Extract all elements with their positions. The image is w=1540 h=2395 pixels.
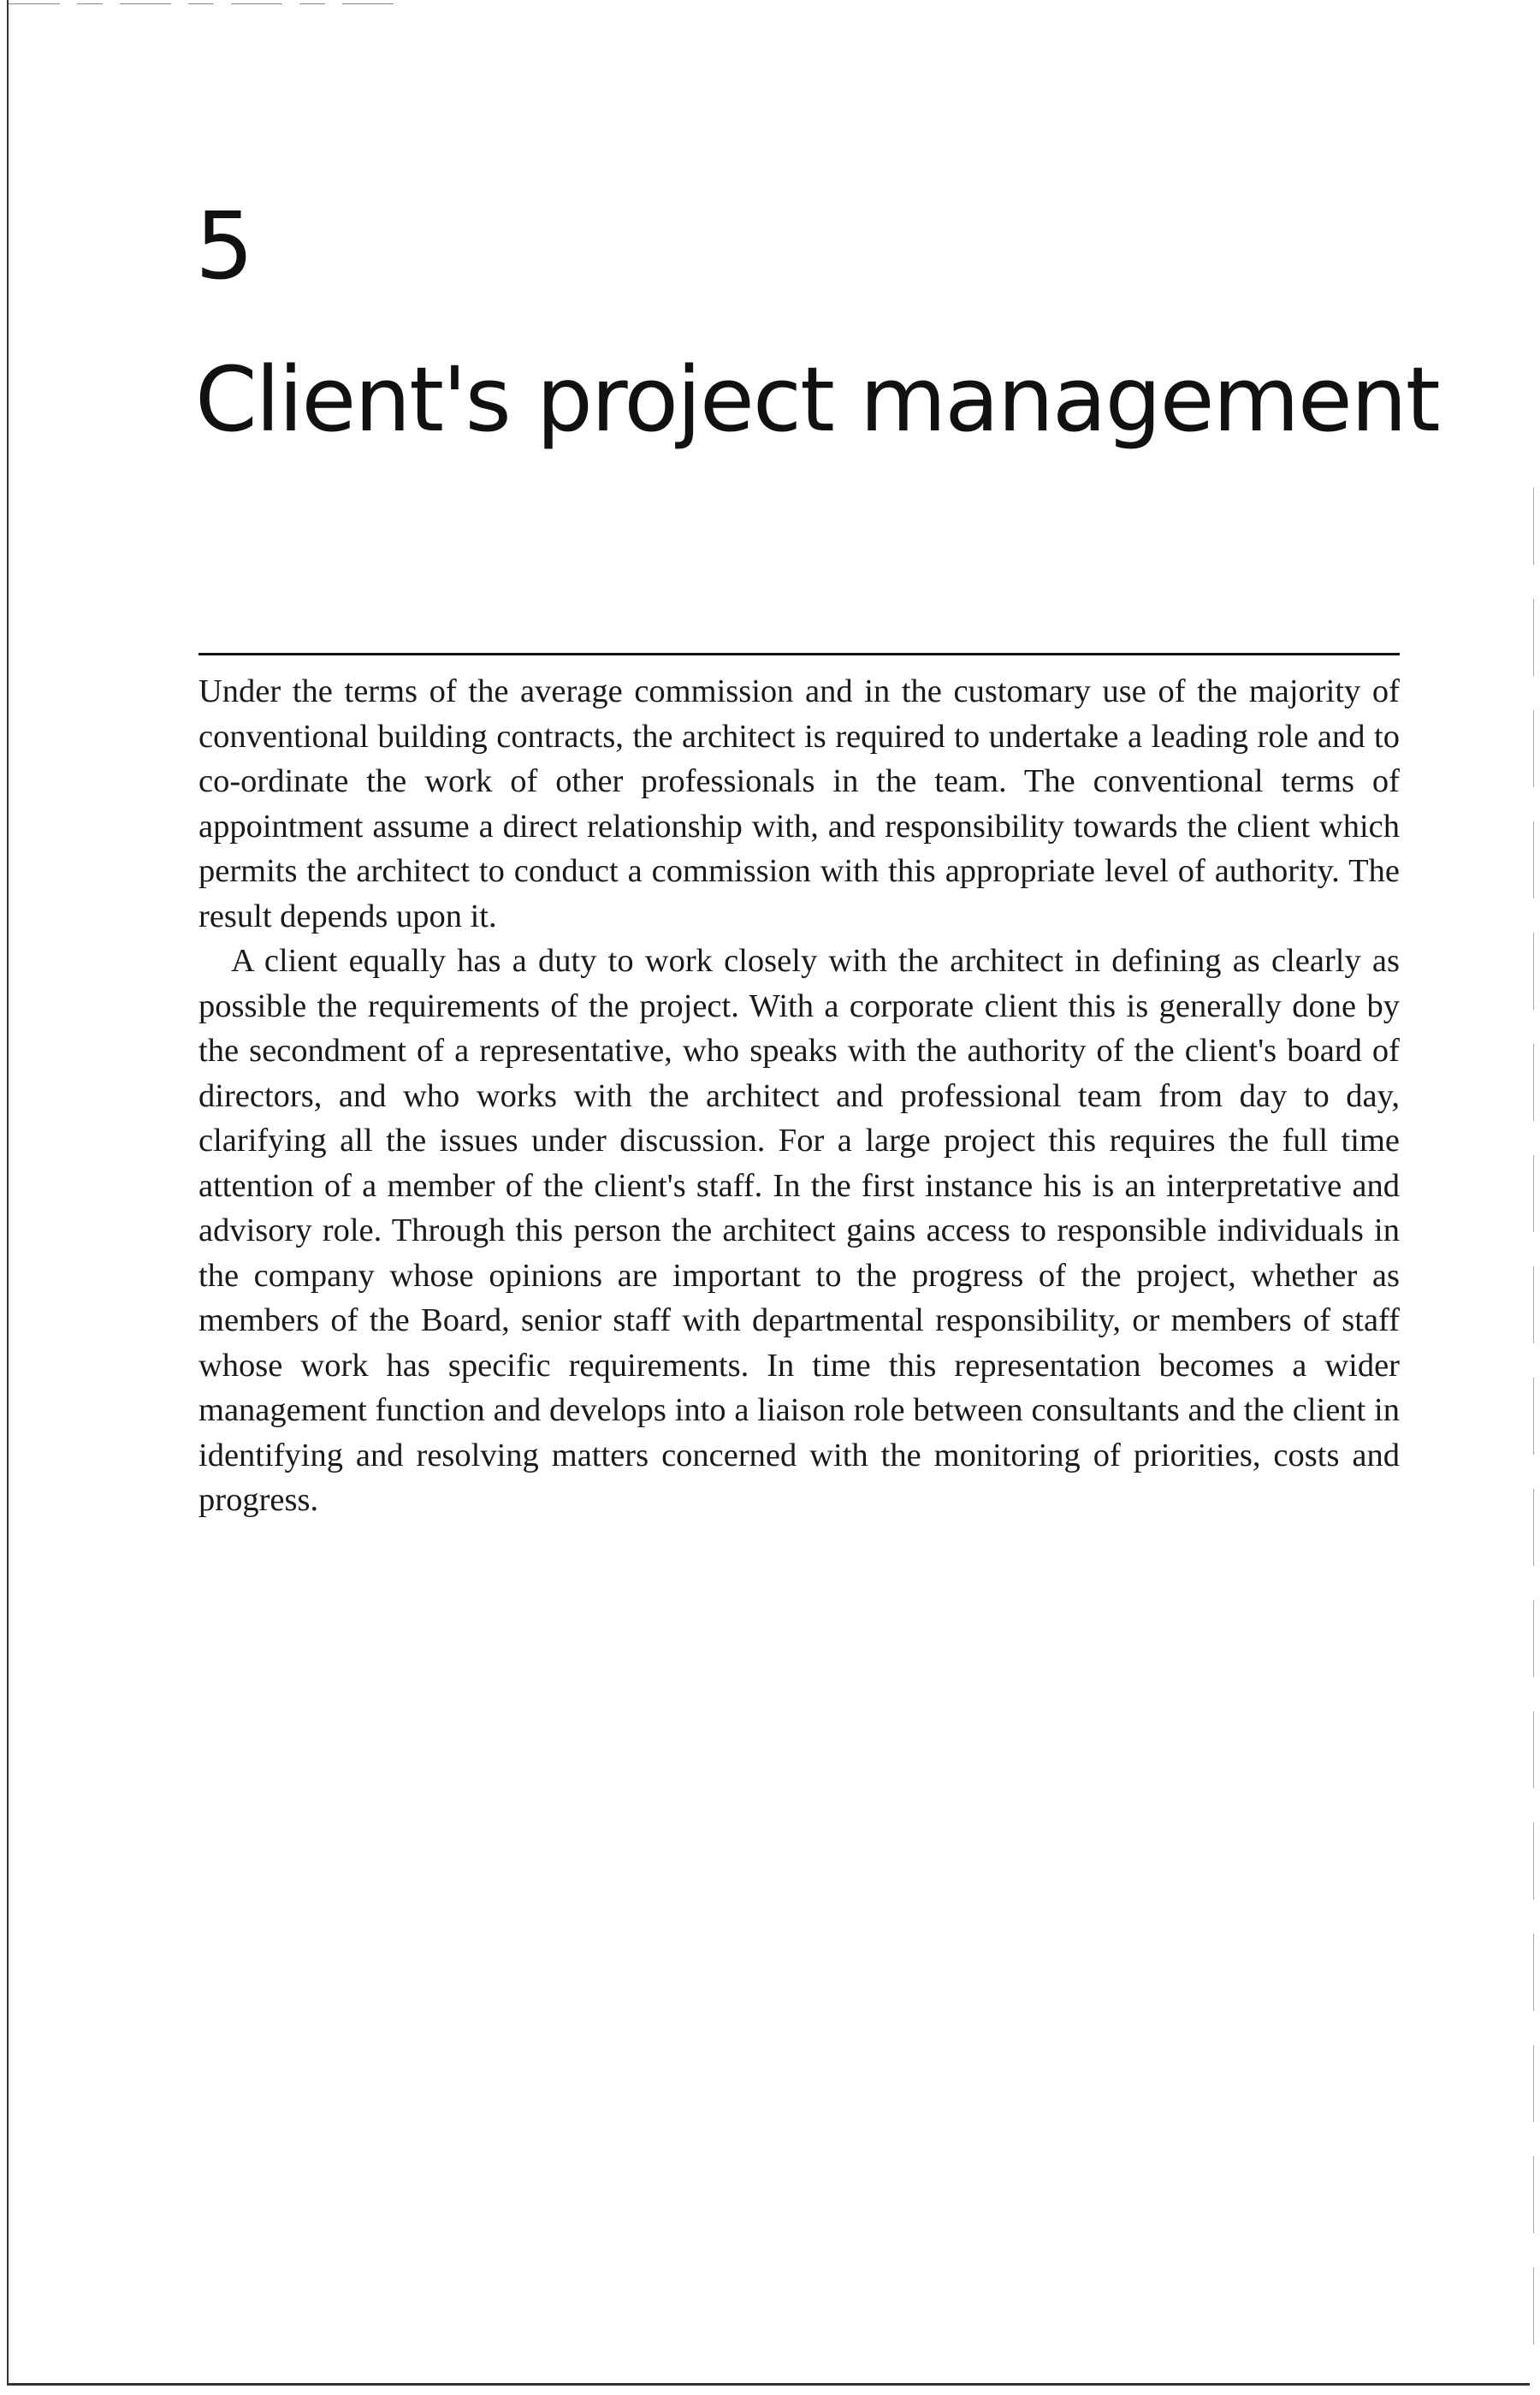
body-text <box>198 669 1400 1523</box>
page-edge-top <box>9 3 394 4</box>
page-edge-right <box>1533 488 1534 2379</box>
paragraph-2: A client equally has a duty to work closely with the architect in defining as clearly as possible the requirements of the project. With a corporate client this is generally done by the secondment of a representative, who speaks with the authority of the client's board of directors, and who works with the architect and professional team from day to day, clarifying all the issues under discussion. For a large project this requires the full time attention of a member of the client's staff. In the first instance his is an interpretative and advisory role. Through this person the architect gains access to responsible individuals in the company whose opinions are important to the progress of the project, whether as members of the Board, senior staff with departmental responsibility, or members of staff whose work has specific requirements. In time this representation becomes a wider management function and develops into a liaison role between consultants and the client in identifying and resolving matters concerned with the monitoring of priorities, costs and progress. <box>198 943 1400 1518</box>
page-edge-bottom <box>7 2383 1530 2386</box>
paragraph-1: Under the terms of the average commission and in the customary use of the majority of conventional building contracts, the architect is required to undertake a leading role and to co-ordinate the work of other professionals in the team. The conventional terms of appointment assume a direct relationship with, and responsibility towards the client which permits the architect to conduct a commission with this appropriate level of authority. The result depends upon it. <box>198 673 1400 934</box>
chapter-number: 5 <box>195 193 254 300</box>
page-edge-left <box>7 0 9 2383</box>
chapter-title: Client's project management <box>195 347 1439 452</box>
title-rule <box>198 653 1400 655</box>
